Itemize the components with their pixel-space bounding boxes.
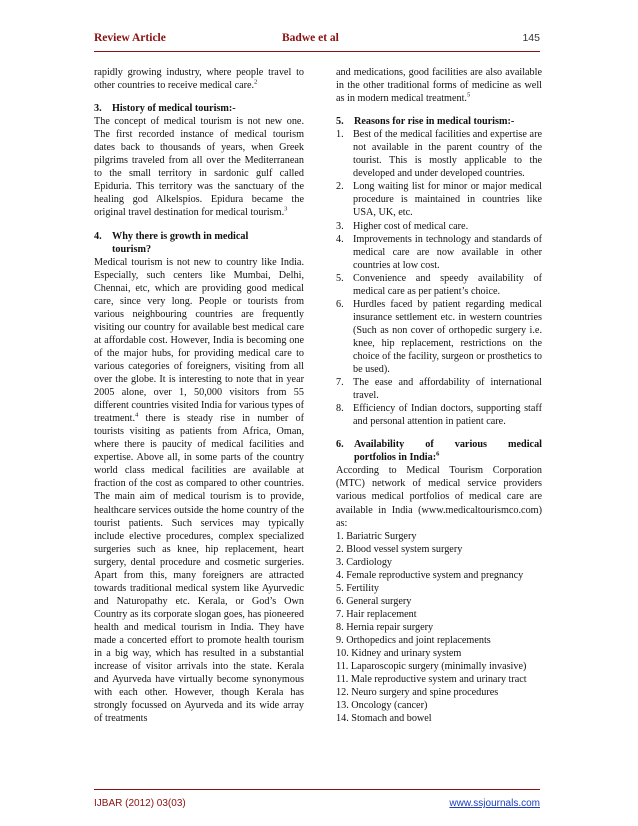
- left-column: [94, 66, 304, 725]
- section-6-text: According to Medical Tourism Corporation (MTC) network of medical service providers various medical portfolios of medical care are available in India (www.medicaltourismco.com) as:: [336, 465, 542, 529]
- section-4-text: Medical tourism is not new to country like India. Especially, such centers like Mumbai, Delhi, Chennai, etc, which are providing good medical care, since very long. People or tourists from various neighbouring countries are frequently visiting our country for available best medical care at affordable cost. However, India is becoming one of the major hubs, for providing medical care to various categories of foreigners, visiting from all over the globe. It is interesting to note that in year 2005 alone, over 1, 50,000 visitors from 55 different countries visited India for various types of treatment.$^4$ there is steady rise in number of tourists visiting as patients from Africa, Oman, where there is paucity of medical facilities and expertise. Above all, in some parts of the country world class medical facilities are available at fraction of the cost as compared to other countries. The main aim of medical tourism is to provide, healthcare services outside the home country of the tourist patients. Such services may typically include elective procedures, complex specialized surgeries such as knee, hip replacement, heart surgery, dental procedure and cosmetic surgeries. Apart from this, many foreigners are attracted towards traditional medical system like Ayurvedic and Naturopathy etc. Kerala, or God’s Own Country as its corporate slogan goes, has pioneered health and medical tourism in India. They have made a concerted effort to promote health tourism in a big way, which has resulted in a substantial increase of visitor arrivals into the state. Kerala and Ayurveda have virtually become synonymous with each other. However, though Kerala has strongly focussed on Ayurveda and its wide array of treatments: [94, 256, 305, 725]
- list-item: 5. Convenience and speedy availability of medical care as per patient’s choice.: [336, 272, 542, 297]
- list-item: 6. General surgery: [336, 595, 412, 607]
- journal-citation: IJBAR (2012) 03(03): [94, 798, 186, 809]
- page-footer: [94, 798, 540, 809]
- footer-rule: [94, 789, 540, 790]
- list-item: 10. Kidney and urinary system: [336, 648, 462, 660]
- list-item: 1. Bariatric Surgery: [336, 530, 417, 542]
- list-item: 1. Best of the medical facilities and expertise are not available in the parent country of the tourist. This is mostly applicable to the developed and under developed countries.: [336, 129, 542, 180]
- section-3-heading: 3. History of medical tourism:-: [94, 103, 236, 115]
- reasons-list: [336, 128, 542, 428]
- list-item: 9. Orthopedics and joint replacements: [336, 634, 491, 646]
- list-item: 8. Efficiency of Indian doctors, supporting staff and personal attention in patient care.: [336, 403, 542, 428]
- list-item: 3. Higher cost of medical care.: [336, 220, 469, 232]
- list-item: 13. Oncology (cancer): [336, 700, 428, 712]
- page-number: 145: [522, 32, 540, 44]
- list-item: 7. The ease and affordability of international travel.: [336, 377, 542, 402]
- list-item: 8. Hernia repair surgery: [336, 621, 434, 633]
- section-6-heading-cont: portfolios in India:$^6$: [354, 450, 440, 464]
- list-item: 7. Hair replacement: [336, 608, 417, 620]
- portfolio-list: [336, 530, 542, 726]
- list-item: 4. Improvements in technology and standards of medical care are now available in other countries at low cost.: [336, 233, 542, 271]
- list-item: 14. Stomach and bowel: [336, 713, 432, 725]
- article-type: Review Article: [94, 32, 166, 44]
- section-4-heading-cont: tourism?: [112, 243, 152, 255]
- list-item: 2. Long waiting list for minor or major medical procedure is maintained in countries like USA, UK, etc.: [336, 181, 542, 219]
- page-header: [94, 30, 540, 50]
- author-name: Badwe et al: [282, 32, 339, 44]
- list-item: 12. Neuro surgery and spine procedures: [336, 687, 499, 699]
- list-item: 2. Blood vessel system surgery: [336, 543, 463, 555]
- list-item: 11. Male reproductive system and urinary tract: [336, 674, 527, 686]
- section-4-heading: 4. Why there is growth in medical: [94, 230, 249, 242]
- section-5-heading: 5. Reasons for rise in medical tourism:-: [336, 116, 515, 128]
- header-rule: [94, 51, 540, 52]
- list-item: 5. Fertility: [336, 582, 380, 594]
- list-item: 3. Cardiology: [336, 556, 393, 568]
- list-item: 11. Laparoscopic surgery (minimally invasive): [336, 661, 527, 673]
- continued-paragraph: and medications, good facilities are also available in the other traditional forms of medicine as well as in modern medical treatment.$^5$: [336, 67, 542, 105]
- intro-paragraph: rapidly growing industry, where people travel to other countries to receive medical care.$^2$: [94, 67, 304, 92]
- list-item: 4. Female reproductive system and pregnancy: [336, 569, 524, 581]
- journal-website-link[interactable]: www.ssjournals.com: [449, 798, 540, 809]
- section-3-text: The concept of medical tourism is not new one. The first recorded instance of medical tourism dates back to thousands of years, when Greek pilgrims traveled from all over the Mediterranean to the small territory in sardonic gulf called Epiduria. This territory was the sanctuary of the healing god Alkelspios. Epidura became the original travel destination for medical tourism.$^3$: [94, 116, 304, 219]
- list-item: 6. Hurdles faced by patient regarding medical insurance settlement etc. in western countries (Such as non cover of orthopedic surgery i.e. knee, hip replacement, restrictions on the choice of the facility, surgeon or prosthetics to be used).: [336, 298, 542, 376]
- section-6-heading: 6. Availability of various medical: [336, 439, 542, 451]
- right-column: [336, 66, 542, 725]
